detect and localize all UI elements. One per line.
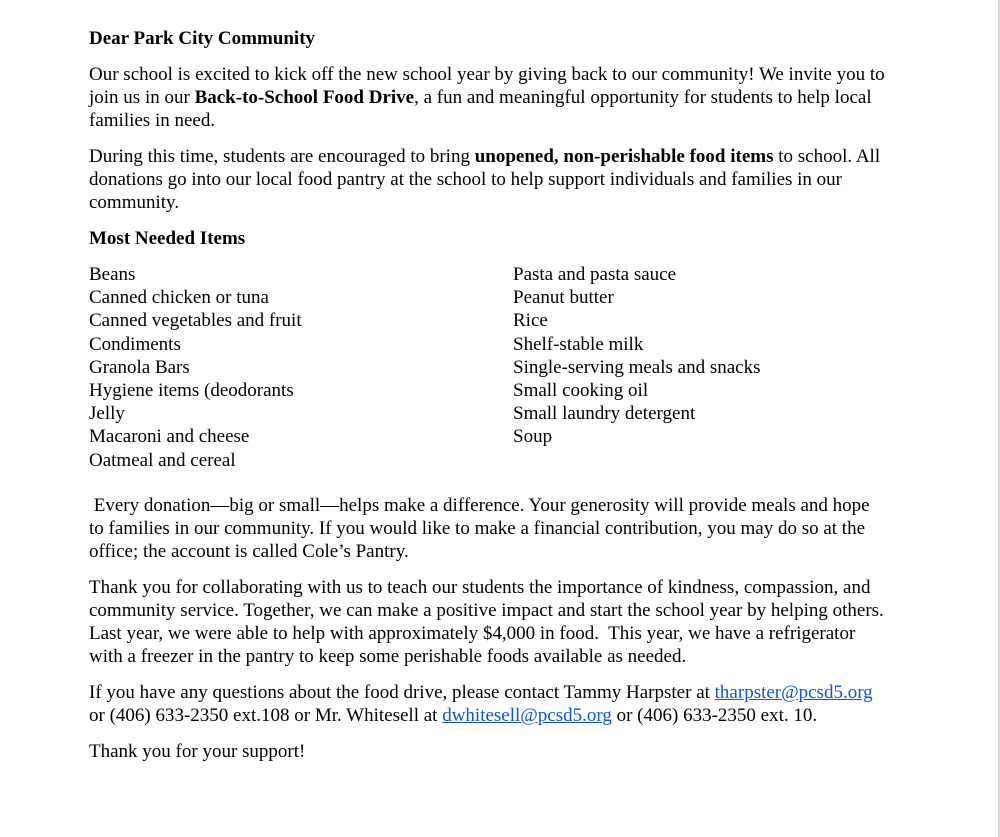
food-items-emphasis: unopened, non-perishable food items [474,146,774,167]
intro-paragraph [89,63,889,132]
during-text-end: to school. All donations go into our local food pantry at the school to help support individuals and families in our community. [89,146,881,213]
donation-paragraph [89,494,889,563]
items-column-right [513,263,889,472]
list-item: Hygiene items (deodorants [89,380,294,402]
list-item: Macaroni and cheese [89,426,250,448]
list-item: Granola Bars [89,356,190,378]
list-item: Canned vegetables and fruit [89,310,302,332]
list-item: Canned chicken or tuna [89,287,269,309]
items-heading: Most Needed Items [89,228,246,249]
intro-text-end: , a fun and meaningful opportunity for students to help local families in need. [89,87,872,131]
list-item: Single-serving meals and snacks [513,356,761,378]
during-paragraph [89,145,889,214]
list-item: Jelly [89,403,125,425]
list-item: Peanut butter [513,287,614,309]
contact-text-end: or (406) 633-2350 ext. 10. [611,704,818,726]
contact-text-middle: or (406) 633-2350 ext.108 or Mr. Whitesell at [89,704,443,726]
letter-body [89,27,894,776]
contact-paragraph [89,681,889,727]
list-item: Soup [513,426,553,448]
food-drive-name: Back-to-School Food Drive [194,87,415,108]
email-link-harpster[interactable]: tharpster@pcsd5.org [714,681,873,703]
greeting: Dear Park City Community [89,28,316,49]
collaboration-paragraph: Thank you for collaborating with us to teach our students the importance of kindness, compassion, and community service. Together, we can make a positive impact and start the school year by helping others. Last year, we were able to help with approximately $4,000 in food. This year, we have a refrigerator with a freezer in the pantry to keep some perishable foods available as needed. [89,576,894,667]
list-item: Condiments [89,333,181,355]
items-column-left [89,263,513,472]
closing: Thank you for your support! [89,740,306,762]
list-item: Pasta and pasta sauce [513,264,677,285]
intro-text: Our school is excited to kick off the new school year by giving back to our community! We invite you to join us in our [89,64,885,108]
needed-items-list [89,263,889,472]
donation-text: Every donation—big or small—helps make a difference. Your generosity will provide meals and hope to families in our community. If you would like to make a financial contribution, you may do so at the office; the account is called Cole’s Pantry. [89,494,875,562]
contact-text: If you have any questions about the food drive, please contact Tammy Harpster at [89,681,715,703]
list-item: Small laundry detergent [513,403,696,425]
list-item: Rice [513,310,548,332]
list-item: Oatmeal and cereal [89,449,236,471]
list-item: Beans [89,264,136,285]
list-item: Small cooking oil [513,380,649,402]
list-item: Shelf-stable milk [513,333,644,355]
during-text: During this time, students are encouraged to bring [89,146,475,167]
email-link-whitesell[interactable]: dwhitesell@pcsd5.org [442,704,612,726]
